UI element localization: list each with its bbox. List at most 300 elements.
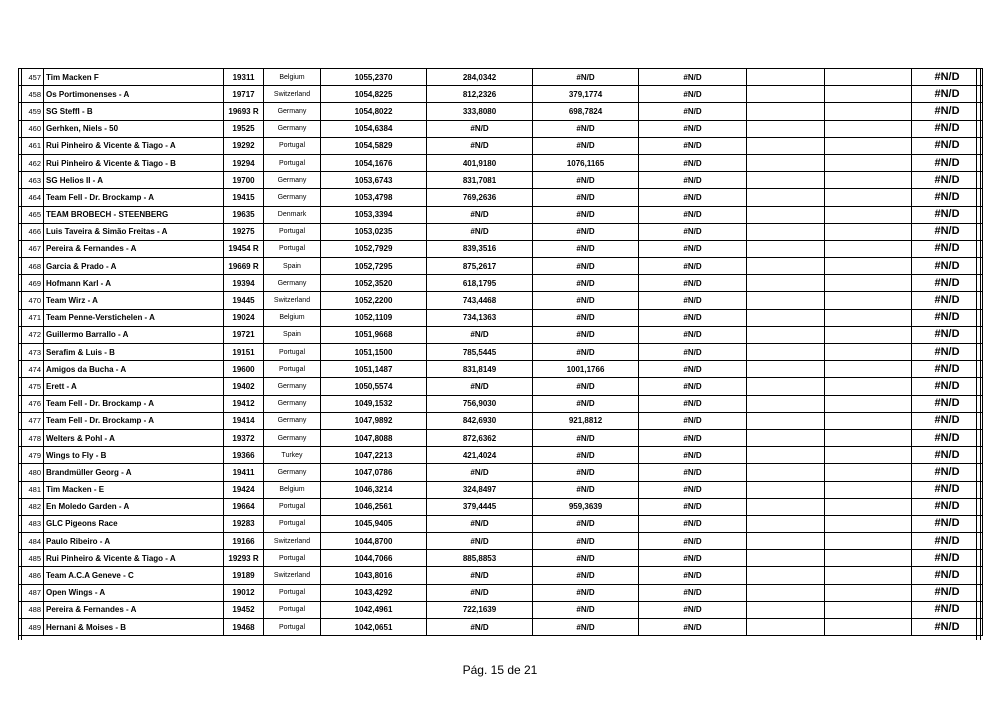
value-cell-1: 1054,8022 [321,103,427,120]
country-cell: Portugal [264,515,321,532]
rank-cell: 489 [19,619,44,636]
empty-cell [825,275,912,292]
value-cell-3: #N/D [533,584,639,601]
table-row [19,601,983,618]
table-row [19,309,983,326]
table-row [19,172,983,189]
empty-cell [747,378,825,395]
rank-cell: 468 [19,258,44,275]
table-right-double-border [976,68,981,640]
value-cell-1: 1053,3394 [321,206,427,223]
rank-cell: 483 [19,515,44,532]
rank-cell: 476 [19,395,44,412]
result-cell: #N/D [912,103,983,120]
team-name-cell: Team Penne-Verstichelen - A [44,309,224,326]
result-cell: #N/D [912,584,983,601]
team-name-cell: Garcia & Prado - A [44,258,224,275]
country-cell: Germany [264,275,321,292]
value-cell-3: #N/D [533,189,639,206]
empty-cell [825,533,912,550]
empty-cell [825,120,912,137]
table-row [19,103,983,120]
value-cell-4: #N/D [639,69,747,86]
value-cell-4: #N/D [639,258,747,275]
ring-number-cell: 19669 R [224,258,264,275]
empty-cell [825,412,912,429]
value-cell-1: 1054,1676 [321,154,427,171]
empty-cell [825,601,912,618]
table-row [19,619,983,636]
table-row [19,326,983,343]
table-row [19,69,983,86]
team-name-cell: Welters & Pohl - A [44,429,224,446]
country-cell: Portugal [264,619,321,636]
value-cell-2: 333,8080 [427,103,533,120]
value-cell-1: 1053,6743 [321,172,427,189]
table-row [19,86,983,103]
ring-number-cell: 19454 R [224,240,264,257]
result-cell: #N/D [912,567,983,584]
empty-cell [825,515,912,532]
value-cell-3: #N/D [533,464,639,481]
result-cell: #N/D [912,447,983,464]
team-name-cell: GLC Pigeons Race [44,515,224,532]
rank-cell: 467 [19,240,44,257]
team-name-cell: Os Portimonenses - A [44,86,224,103]
value-cell-2: 785,5445 [427,344,533,361]
value-cell-1: 1053,0235 [321,223,427,240]
empty-cell [747,601,825,618]
value-cell-3: #N/D [533,515,639,532]
value-cell-4: #N/D [639,240,747,257]
value-cell-1: 1044,7066 [321,550,427,567]
ring-number-cell: 19525 [224,120,264,137]
empty-cell [825,584,912,601]
empty-cell [747,154,825,171]
value-cell-2: 885,8853 [427,550,533,567]
team-name-cell: SG Helios II - A [44,172,224,189]
table-row [19,258,983,275]
empty-cell [825,189,912,206]
country-cell: Spain [264,258,321,275]
table-row [19,412,983,429]
value-cell-3: #N/D [533,395,639,412]
team-name-cell: Luis Taveira & Simão Freitas - A [44,223,224,240]
country-cell: Switzerland [264,533,321,550]
empty-cell [747,429,825,446]
result-cell: #N/D [912,429,983,446]
value-cell-2: 401,9180 [427,154,533,171]
team-name-cell: Tim Macken - E [44,481,224,498]
ring-number-cell: 19294 [224,154,264,171]
result-cell: #N/D [912,137,983,154]
country-cell: Germany [264,429,321,446]
empty-cell [747,361,825,378]
ring-number-cell: 19445 [224,292,264,309]
value-cell-2: #N/D [427,464,533,481]
result-cell: #N/D [912,412,983,429]
value-cell-4: #N/D [639,223,747,240]
ring-number-cell: 19414 [224,412,264,429]
value-cell-3: #N/D [533,240,639,257]
empty-cell [825,326,912,343]
value-cell-4: #N/D [639,344,747,361]
value-cell-3: 1001,1766 [533,361,639,378]
result-cell: #N/D [912,481,983,498]
value-cell-3: #N/D [533,206,639,223]
value-cell-2: #N/D [427,619,533,636]
value-cell-3: #N/D [533,223,639,240]
ring-number-cell: 19412 [224,395,264,412]
team-name-cell: Team Fell - Dr. Brockamp - A [44,412,224,429]
empty-cell [747,447,825,464]
empty-cell [825,447,912,464]
value-cell-4: #N/D [639,154,747,171]
value-cell-4: #N/D [639,378,747,395]
country-cell: Belgium [264,69,321,86]
country-cell: Portugal [264,498,321,515]
value-cell-1: 1049,1532 [321,395,427,412]
country-cell: Portugal [264,601,321,618]
results-table [18,68,983,636]
value-cell-1: 1045,9405 [321,515,427,532]
result-cell: #N/D [912,344,983,361]
team-name-cell: Tim Macken F [44,69,224,86]
result-cell: #N/D [912,258,983,275]
value-cell-3: #N/D [533,601,639,618]
value-cell-3: #N/D [533,447,639,464]
ring-number-cell: 19293 R [224,550,264,567]
empty-cell [747,275,825,292]
team-name-cell: Rui Pinheiro & Vicente & Tiago - B [44,154,224,171]
team-name-cell: Serafim & Luis - B [44,344,224,361]
result-cell: #N/D [912,206,983,223]
empty-cell [825,344,912,361]
team-name-cell: Pereira & Fernandes - A [44,240,224,257]
ring-number-cell: 19394 [224,275,264,292]
empty-cell [747,619,825,636]
empty-cell [825,309,912,326]
empty-cell [825,223,912,240]
table-row [19,344,983,361]
value-cell-4: #N/D [639,464,747,481]
ring-number-cell: 19700 [224,172,264,189]
rank-cell: 472 [19,326,44,343]
rank-cell: 482 [19,498,44,515]
empty-cell [747,395,825,412]
team-name-cell: Team A.C.A Geneve - C [44,567,224,584]
value-cell-2: 872,6362 [427,429,533,446]
country-cell: Portugal [264,154,321,171]
empty-cell [825,258,912,275]
table-row [19,533,983,550]
team-name-cell: Hofmann Karl - A [44,275,224,292]
value-cell-3: #N/D [533,344,639,361]
empty-cell [747,189,825,206]
value-cell-3: 379,1774 [533,86,639,103]
result-cell: #N/D [912,601,983,618]
value-cell-1: 1052,2200 [321,292,427,309]
result-cell: #N/D [912,154,983,171]
result-cell: #N/D [912,464,983,481]
value-cell-3: #N/D [533,326,639,343]
table-row [19,275,983,292]
value-cell-1: 1042,0651 [321,619,427,636]
table-row [19,120,983,137]
team-name-cell: Team Fell - Dr. Brockamp - A [44,189,224,206]
value-cell-3: #N/D [533,137,639,154]
value-cell-4: #N/D [639,103,747,120]
value-cell-1: 1046,3214 [321,481,427,498]
country-cell: Germany [264,189,321,206]
value-cell-1: 1044,8700 [321,533,427,550]
table-row [19,223,983,240]
team-name-cell: SG Steffl - B [44,103,224,120]
empty-cell [747,258,825,275]
team-name-cell: Guillermo Barrallo - A [44,326,224,343]
value-cell-4: #N/D [639,292,747,309]
value-cell-4: #N/D [639,326,747,343]
value-cell-2: #N/D [427,326,533,343]
country-cell: Portugal [264,584,321,601]
ring-number-cell: 19024 [224,309,264,326]
result-cell: #N/D [912,378,983,395]
rank-cell: 474 [19,361,44,378]
country-cell: Denmark [264,206,321,223]
value-cell-1: 1054,8225 [321,86,427,103]
value-cell-4: #N/D [639,206,747,223]
empty-cell [747,137,825,154]
empty-cell [825,69,912,86]
rank-cell: 473 [19,344,44,361]
country-cell: Germany [264,412,321,429]
rank-cell: 457 [19,69,44,86]
result-cell: #N/D [912,189,983,206]
value-cell-4: #N/D [639,498,747,515]
empty-cell [747,223,825,240]
value-cell-4: #N/D [639,447,747,464]
value-cell-1: 1051,1487 [321,361,427,378]
value-cell-4: #N/D [639,309,747,326]
value-cell-1: 1055,2370 [321,69,427,86]
empty-cell [825,567,912,584]
empty-cell [825,619,912,636]
ring-number-cell: 19402 [224,378,264,395]
result-cell: #N/D [912,326,983,343]
table-row [19,584,983,601]
rank-cell: 486 [19,567,44,584]
value-cell-4: #N/D [639,120,747,137]
team-name-cell: TEAM BROBECH - STEENBERG [44,206,224,223]
value-cell-2: 769,2636 [427,189,533,206]
table-row [19,189,983,206]
value-cell-3: #N/D [533,619,639,636]
country-cell: Germany [264,172,321,189]
rank-cell: 481 [19,481,44,498]
value-cell-3: #N/D [533,378,639,395]
empty-cell [825,361,912,378]
value-cell-3: #N/D [533,69,639,86]
empty-cell [747,550,825,567]
team-name-cell: Gerhken, Niels - 50 [44,120,224,137]
country-cell: Portugal [264,137,321,154]
result-cell: #N/D [912,619,983,636]
value-cell-1: 1053,4798 [321,189,427,206]
value-cell-2: 875,2617 [427,258,533,275]
value-cell-1: 1054,5829 [321,137,427,154]
value-cell-3: #N/D [533,550,639,567]
empty-cell [747,172,825,189]
empty-cell [825,240,912,257]
value-cell-3: #N/D [533,481,639,498]
empty-cell [825,429,912,446]
rank-cell: 475 [19,378,44,395]
value-cell-4: #N/D [639,601,747,618]
result-cell: #N/D [912,550,983,567]
empty-cell [747,515,825,532]
value-cell-2: #N/D [427,515,533,532]
team-name-cell: En Moledo Garden - A [44,498,224,515]
empty-cell [825,206,912,223]
empty-cell [747,103,825,120]
value-cell-1: 1047,8088 [321,429,427,446]
team-name-cell: Paulo Ribeiro - A [44,533,224,550]
country-cell: Portugal [264,223,321,240]
value-cell-4: #N/D [639,189,747,206]
table-row [19,429,983,446]
value-cell-2: #N/D [427,223,533,240]
country-cell: Belgium [264,481,321,498]
value-cell-4: #N/D [639,137,747,154]
empty-cell [747,86,825,103]
result-cell: #N/D [912,275,983,292]
rank-cell: 479 [19,447,44,464]
ring-number-cell: 19292 [224,137,264,154]
rank-cell: 461 [19,137,44,154]
country-cell: Germany [264,395,321,412]
value-cell-1: 1046,2561 [321,498,427,515]
rank-cell: 463 [19,172,44,189]
rank-cell: 485 [19,550,44,567]
team-name-cell: Brandmüller Georg - A [44,464,224,481]
table-row [19,240,983,257]
country-cell: Switzerland [264,567,321,584]
value-cell-3: #N/D [533,533,639,550]
team-name-cell: Team Wirz - A [44,292,224,309]
value-cell-3: 921,8812 [533,412,639,429]
value-cell-1: 1051,1500 [321,344,427,361]
value-cell-2: 756,9030 [427,395,533,412]
country-cell: Germany [264,378,321,395]
table-row [19,292,983,309]
team-name-cell: Rui Pinheiro & Vicente & Tiago - A [44,550,224,567]
empty-cell [747,584,825,601]
result-cell: #N/D [912,515,983,532]
value-cell-4: #N/D [639,86,747,103]
result-cell: #N/D [912,240,983,257]
ring-number-cell: 19311 [224,69,264,86]
ring-number-cell: 19283 [224,515,264,532]
country-cell: Germany [264,103,321,120]
empty-cell [747,326,825,343]
ring-number-cell: 19366 [224,447,264,464]
empty-cell [825,481,912,498]
value-cell-1: 1052,1109 [321,309,427,326]
empty-cell [747,292,825,309]
value-cell-4: #N/D [639,481,747,498]
value-cell-3: #N/D [533,120,639,137]
ring-number-cell: 19717 [224,86,264,103]
value-cell-4: #N/D [639,275,747,292]
result-cell: #N/D [912,69,983,86]
ring-number-cell: 19166 [224,533,264,550]
team-name-cell: Amigos da Bucha - A [44,361,224,378]
value-cell-2: #N/D [427,206,533,223]
empty-cell [825,378,912,395]
rank-cell: 466 [19,223,44,240]
value-cell-4: #N/D [639,567,747,584]
ring-number-cell: 19372 [224,429,264,446]
value-cell-1: 1047,2213 [321,447,427,464]
result-cell: #N/D [912,172,983,189]
table-row [19,567,983,584]
value-cell-4: #N/D [639,533,747,550]
value-cell-2: 379,4445 [427,498,533,515]
result-cell: #N/D [912,86,983,103]
team-name-cell: Open Wings - A [44,584,224,601]
value-cell-2: #N/D [427,137,533,154]
empty-cell [747,344,825,361]
ring-number-cell: 19664 [224,498,264,515]
ring-number-cell: 19424 [224,481,264,498]
rank-cell: 465 [19,206,44,223]
result-cell: #N/D [912,292,983,309]
country-cell: Switzerland [264,86,321,103]
ring-number-cell: 19635 [224,206,264,223]
empty-cell [747,567,825,584]
table-row [19,206,983,223]
value-cell-3: #N/D [533,292,639,309]
empty-cell [747,120,825,137]
value-cell-1: 1051,9668 [321,326,427,343]
empty-cell [825,86,912,103]
value-cell-1: 1052,3520 [321,275,427,292]
team-name-cell: Wings to Fly - B [44,447,224,464]
value-cell-1: 1050,5574 [321,378,427,395]
result-cell: #N/D [912,395,983,412]
table-row [19,137,983,154]
value-cell-2: 812,2326 [427,86,533,103]
country-cell: Portugal [264,344,321,361]
table-row [19,378,983,395]
value-cell-4: #N/D [639,412,747,429]
value-cell-2: 831,7081 [427,172,533,189]
value-cell-2: 842,6930 [427,412,533,429]
empty-cell [747,69,825,86]
result-cell: #N/D [912,309,983,326]
table-row [19,464,983,481]
empty-cell [747,464,825,481]
rank-cell: 462 [19,154,44,171]
table-row [19,498,983,515]
team-name-cell: Rui Pinheiro & Vicente & Tiago - A [44,137,224,154]
ring-number-cell: 19415 [224,189,264,206]
table-row [19,395,983,412]
ring-number-cell: 19275 [224,223,264,240]
value-cell-4: #N/D [639,584,747,601]
value-cell-2: #N/D [427,533,533,550]
rank-cell: 470 [19,292,44,309]
